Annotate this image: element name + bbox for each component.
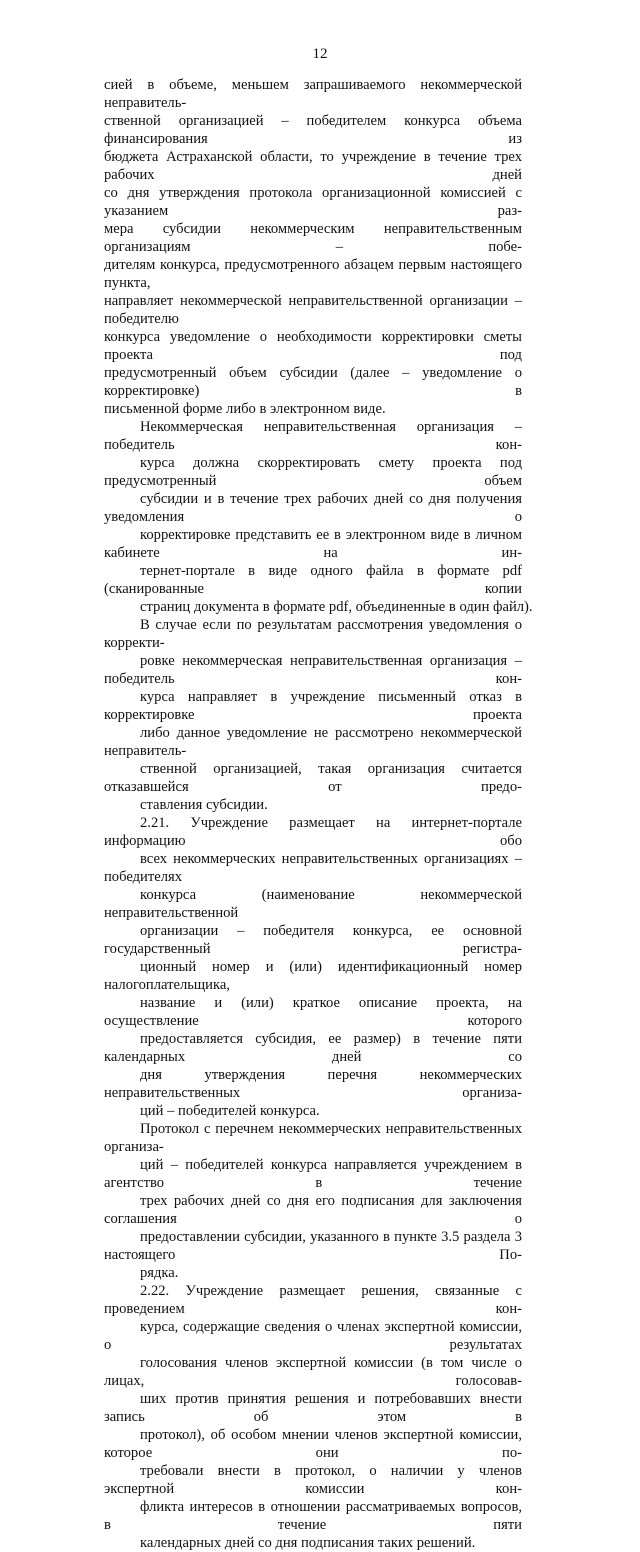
text-line: календарных дней со дня подписания таких решений. (140, 1535, 476, 1551)
text-line: предусмотренный объем субсидии (далее – уведомление о корректировке) в (104, 365, 522, 399)
page-number: 12 (312, 46, 328, 62)
paragraph (104, 1282, 522, 1552)
paragraph (104, 1120, 522, 1282)
text-line: ших против принятия решения и потребовавших внести запись об этом в (104, 1391, 522, 1425)
document-body (104, 76, 533, 1552)
text-line: конкурса уведомление о необходимости корректировки сметы проекта под (104, 329, 522, 363)
paragraph (104, 814, 522, 1120)
text-line: фликта интересов в отношении рассматриваемых вопросов, в течение пяти (104, 1499, 522, 1533)
text-line: ций – победителей конкурса направляется учреждением в агентство в течение (104, 1157, 522, 1191)
text-line: тернет-портале в виде одного файла в формате pdf (сканированные копии (104, 563, 522, 597)
text-line: со дня утверждения протокола организационной комиссией с указанием раз- (104, 185, 522, 219)
text-line: протокол), об особом мнении членов экспертной комиссии, которое они по- (104, 1427, 522, 1461)
text-line: сией в объеме, меньшем запрашиваемого некоммерческой неправитель- (104, 77, 522, 111)
text-line: дителям конкурса, предусмотренного абзацем первым настоящего пункта, (104, 257, 522, 291)
text-line: бюджета Астраханской области, то учреждение в течение трех рабочих дней (104, 149, 522, 183)
text-line: В случае если по результатам рассмотрения уведомления о корректи- (104, 617, 522, 651)
text-line: ственной организацией – победителем конкурса объема финансирования из (104, 113, 522, 147)
text-line: субсидии и в течение трех рабочих дней со дня получения уведомления о (104, 491, 522, 525)
text-line: название и (или) краткое описание проекта, на осуществление которого (104, 995, 522, 1029)
text-line: трех рабочих дней со дня его подписания для заключения соглашения о (104, 1193, 522, 1227)
text-line: Некоммерческая неправительственная организация – победитель кон- (104, 419, 522, 453)
text-line: предоставляется субсидия, ее размер) в течение пяти календарных дней со (104, 1031, 522, 1065)
text-line: голосования членов экспертной комиссии (в том числе о лицах, голосовав- (104, 1355, 522, 1389)
text-line: рядка. (140, 1265, 179, 1281)
text-line: организации – победителя конкурса, ее основной государственный регистра- (104, 923, 522, 957)
text-line: дня утверждения перечня некоммерческих неправительственных организа- (104, 1067, 522, 1101)
text-line: всех некоммерческих неправительственных организациях – победителях (104, 851, 522, 885)
text-line: ственной организацией, такая организация считается отказавшейся от предо- (104, 761, 522, 795)
paragraph (104, 76, 522, 418)
text-line: ционный номер и (или) идентификационный номер налогоплательщика, (104, 959, 522, 993)
text-line: Протокол с перечнем некоммерческих неправительственных организа- (104, 1121, 522, 1155)
text-line: конкурса (наименование некоммерческой неправительственной (104, 887, 522, 921)
text-line: направляет некоммерческой неправительственной организации – победителю (104, 293, 522, 327)
text-line: письменной форме либо в электронном виде. (104, 401, 386, 417)
paragraph (104, 418, 533, 616)
text-line: страниц документа в формате pdf, объединенные в один файл). (140, 599, 533, 615)
text-line: мера субсидии некоммерческим неправительственным организациям – побе- (104, 221, 522, 255)
text-line: курса должна скорректировать смету проекта под предусмотренный объем (104, 455, 522, 489)
text-line: корректировке представить ее в электронном виде в личном кабинете на ин- (104, 527, 522, 561)
paragraph (104, 616, 522, 814)
text-line: курса направляет в учреждение письменный отказ в корректировке проекта (104, 689, 522, 723)
text-line: предоставлении субсидии, указанного в пункте 3.5 раздела 3 настоящего По- (104, 1229, 522, 1263)
text-line: 2.21. Учреждение размещает на интернет-портале информацию обо (104, 815, 522, 849)
text-line: либо данное уведомление не рассмотрено некоммерческой неправитель- (104, 725, 522, 759)
text-line: 2.22. Учреждение размещает решения, связанные с проведением кон- (104, 1283, 522, 1317)
text-line: ровке некоммерческая неправительственная организация – победитель кон- (104, 653, 522, 687)
text-line: ций – победителей конкурса. (140, 1103, 320, 1119)
text-line: ставления субсидии. (140, 797, 268, 813)
text-line: требовали внести в протокол, о наличии у членов экспертной комиссии кон- (104, 1463, 522, 1497)
text-line: курса, содержащие сведения о членах экспертной комиссии, о результатах (104, 1319, 522, 1353)
